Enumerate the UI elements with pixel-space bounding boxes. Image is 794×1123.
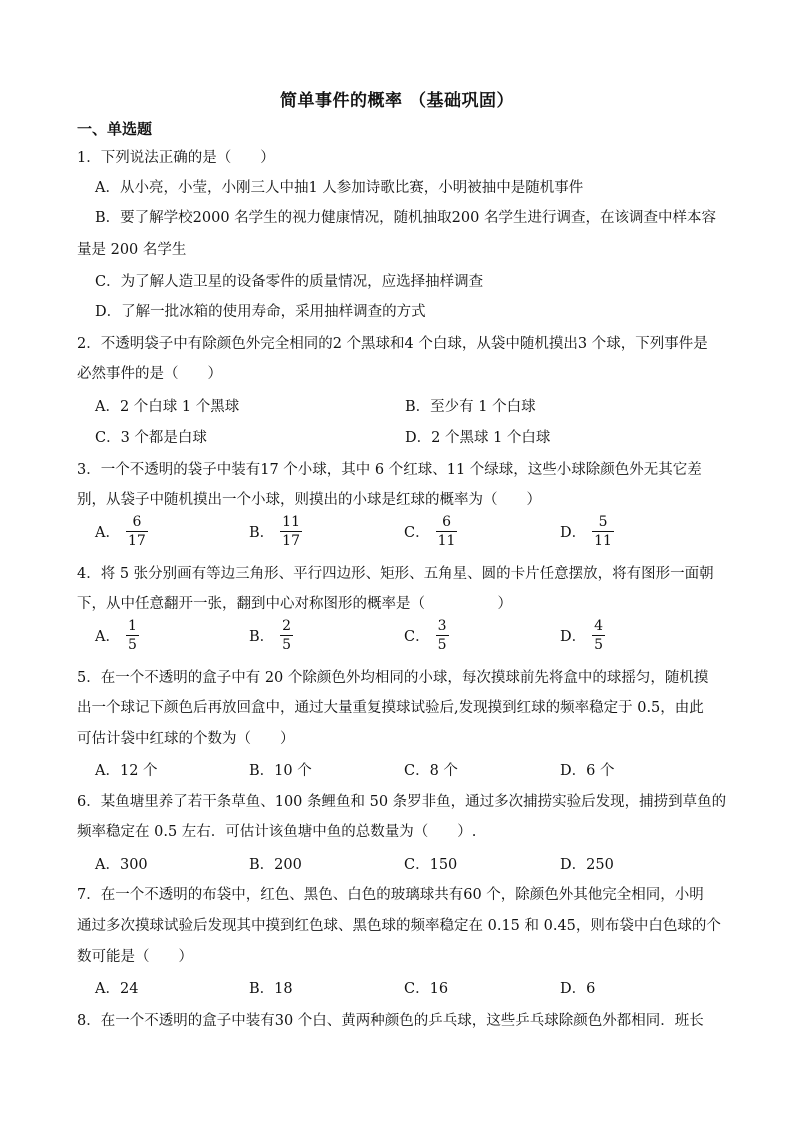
numerator: 6: [442, 514, 451, 530]
page-title: 简单事件的概率 （基础巩固）: [280, 91, 514, 111]
numerator: 1: [127, 618, 137, 634]
q2-option-b: B．至少有 1 个白球: [405, 399, 536, 415]
q4-stem-line2: 下，从中任意翻开一张，翻到中心对称图形的概率是（ ）: [77, 596, 512, 612]
q1-option-a: A．从小亮，小莹，小刚三人中抽1 人参加诗歌比赛，小明被抽中是随机事件: [95, 180, 584, 196]
q4-option-a: [95, 619, 139, 652]
fraction: [592, 619, 605, 652]
fraction: [280, 619, 293, 652]
q3-option-b: [249, 515, 302, 548]
q1-option-b: B．要了解学校2000 名学生的视力健康情况，随机抽取200 名学生进行调查，在该调查中样本容: [95, 210, 716, 226]
fraction: [280, 515, 302, 548]
q3-option-d: [560, 515, 614, 548]
q7-option-d: D．6: [560, 981, 596, 997]
q2-stem-line1: 2．不透明袋子中有除颜色外完全相同的2 个黑球和4 个白球，从袋中随机摸出3 个球，下列事件是: [77, 336, 708, 352]
numerator: 3: [437, 618, 447, 634]
q8-stem-line1: 8．在一个不透明的盒子中装有30 个白、黄两种颜色的乒乓球，这些乒乓球除颜色外都相同．班长: [77, 1013, 704, 1029]
numerator: 11: [282, 514, 300, 530]
q4-option-b: [249, 619, 293, 652]
q4-stem-line1: 4．将 5 张分别画有等边三角形、平行四边形、矩形、五角星、圆的卡片任意摆放，将有图形一面朝: [77, 566, 714, 582]
option-label: C．: [404, 525, 430, 541]
q5-stem-line3: 可估计袋中红球的个数为（ ）: [77, 731, 295, 747]
q7-stem-line3: 数可能是（ ）: [77, 949, 193, 965]
q2-option-c: C．3 个都是白球: [95, 430, 207, 446]
option-label: B．: [249, 525, 275, 541]
denominator: 5: [127, 637, 137, 653]
q7-stem-line1: 7．在一个不透明的布袋中，红色、黑色、白色的玻璃球共有60 个，除颜色外其他完全相同，小明: [77, 887, 704, 903]
q3-option-c: [404, 515, 457, 548]
numerator: 6: [132, 514, 142, 530]
q3-stem-line2: 别，从袋子中随机摸出一个小球，则摸出的小球是红球的概率为（ ）: [77, 492, 541, 508]
q6-option-a: A．300: [95, 857, 148, 873]
q2-option-a: A．2 个白球 1 个黑球: [95, 399, 240, 415]
fraction: [126, 619, 139, 652]
fraction: [592, 515, 614, 548]
q5-option-c: C．8 个: [404, 763, 458, 779]
q2-stem-line2: 必然事件的是（ ）: [77, 366, 222, 382]
q4-option-c: [404, 619, 449, 652]
q1-stem: 1．下列说法正确的是（ ）: [77, 150, 275, 166]
q1-option-c: C．为了解人造卫星的设备零件的质量情况，应选择抽样调查: [95, 274, 484, 290]
denominator: 11: [594, 533, 612, 549]
denominator: 17: [127, 533, 146, 549]
q5-option-a: A．12 个: [95, 763, 158, 779]
option-label: D．: [560, 525, 587, 541]
fraction: [126, 515, 148, 548]
q5-stem-line1: 5．在一个不透明的盒子中有 20 个除颜色外均相同的小球，每次摸球前先将盒中的球摇匀，随机摸: [77, 670, 709, 686]
q7-option-b: B．18: [249, 981, 293, 997]
q2-option-d: D．2 个黑球 1 个白球: [405, 430, 551, 446]
q3-stem-line1: 3．一个不透明的袋子中装有17 个小球，其中 6 个红球、11 个绿球，这些小球除颜色外无其它差: [77, 462, 702, 478]
q5-stem-line2: 出一个球记下颜色后再放回盒中，通过大量重复摸球试验后,发现摸到红球的频率稳定于 0.5，由此: [77, 700, 704, 716]
q4-option-d: [560, 619, 605, 652]
q6-option-b: B．200: [249, 857, 302, 873]
q5-option-b: B．10 个: [249, 763, 312, 779]
denominator: 17: [282, 533, 300, 549]
fraction: [436, 619, 449, 652]
q6-option-d: D．250: [560, 857, 614, 873]
q1-option-d: D．了解一批冰箱的使用寿命，采用抽样调查的方式: [95, 304, 426, 320]
numerator: 5: [598, 514, 608, 530]
denominator: 5: [437, 637, 447, 653]
option-label: A．: [95, 525, 120, 541]
option-label: D．: [560, 629, 587, 645]
option-label: C．: [404, 629, 430, 645]
fraction: [436, 515, 458, 548]
q7-option-c: C．16: [404, 981, 449, 997]
numerator: 4: [594, 618, 604, 634]
option-label: A．: [95, 629, 120, 645]
q1-option-b-cont: 量是 200 名学生: [77, 242, 187, 258]
q6-stem-line2: 频率稳定在 0.5 左右．可估计该鱼塘中鱼的总数量为（ ）.: [77, 824, 477, 840]
denominator: 5: [594, 637, 604, 653]
q5-option-d: D．6 个: [560, 763, 615, 779]
q6-option-c: C．150: [404, 857, 458, 873]
q6-stem-line1: 6．某鱼塘里养了若干条草鱼、100 条鲤鱼和 50 条罗非鱼，通过多次捕捞实验后发现，捕捞到草鱼的: [77, 794, 727, 810]
q7-option-a: A．24: [95, 981, 139, 997]
numerator: 2: [282, 618, 292, 634]
q3-option-a: [95, 515, 148, 548]
option-label: B．: [249, 629, 275, 645]
q7-stem-line2: 通过多次摸球试验后发现其中摸到红色球、黑色球的频率稳定在 0.15 和 0.45，则布袋中白色球的个: [77, 918, 721, 934]
section-heading: 一、单选题: [77, 120, 153, 138]
denominator: 11: [437, 533, 456, 549]
denominator: 5: [282, 637, 292, 653]
